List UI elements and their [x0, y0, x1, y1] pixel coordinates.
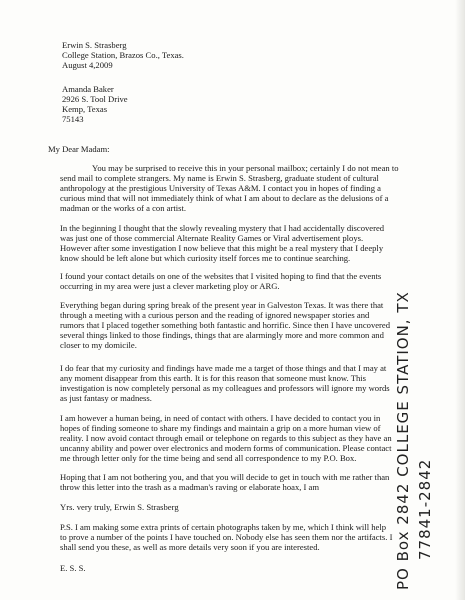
- handwritten-line: PO Box 2842 COLLEGE STATION, TX: [394, 291, 412, 590]
- body-line: me through letter only for the time being and send all correspondence to my P.O. Box.: [60, 453, 357, 463]
- recipient-zip: 75143: [62, 114, 84, 124]
- recipient-street: 2926 S. Tool Drive: [62, 94, 128, 104]
- body-line: several things linked to those findings, things that are alarmingly more and more common and: [60, 330, 384, 340]
- body-line: uncanny ability and power over electronics and modern forms of communication. Please contact: [60, 443, 392, 453]
- postscript-line: P.S. I am making some extra prints of certain photographs taken by me, which I think will help: [60, 522, 387, 532]
- handwritten-address-note: [392, 291, 452, 590]
- body-line: closer to my domicile.: [60, 340, 137, 350]
- sender-location: College Station, Brazos Co., Texas.: [62, 50, 184, 60]
- body-line: I am however a human being, in need of contact with others. I have decided to contact you in: [60, 413, 381, 423]
- postscript-line: shall send you these, as well as more details very soon if you are interested.: [60, 542, 320, 552]
- recipient-city: Kemp, Texas: [62, 104, 108, 114]
- body-line: reality. I now avoid contact through email or telephone on regards to this subject as they have an: [60, 433, 392, 443]
- recipient-name: Amanda Baker: [62, 84, 114, 94]
- body-line: anthropology at the prestigious University of Texas A&M. I contact you in hopes of finding a: [60, 183, 381, 193]
- body-line: know should be left alone but which curiosity itself forces me to continue searching.: [60, 253, 351, 263]
- body-line: Hoping that I am not bothering you, and that you will decide to get in touch with me rather than: [60, 472, 390, 482]
- body-line: In the beginning I thought that the slowly revealing mystery that I had accidentally discovered: [60, 223, 385, 233]
- page-edge-shadow: [455, 0, 465, 600]
- salutation: My Dear Madam:: [48, 144, 110, 154]
- body-line: through a meeting with a curious person and the reading of ignored newspaper stories and: [60, 310, 370, 320]
- body-line: I found your contact details on one of the websites that I visited hoping to find that the events: [60, 271, 382, 281]
- body-line: madman or the works of a con artist.: [60, 203, 187, 213]
- sender-name: Erwin S. Strasberg: [62, 40, 127, 50]
- body-line: send mail to complete strangers. My name is Erwin S. Strasberg, graduate student of cultural: [60, 173, 379, 183]
- body-line: any moment disappear from this earth. It is for this reason that someone must know. This: [60, 373, 366, 383]
- body-line: throw this letter into the trash as a madman's raving or elaborate hoax, I am: [60, 482, 320, 492]
- body-line: rumors that I placed together something both fantastic and horrific. Since then I have uncovered: [60, 320, 391, 330]
- body-line: investigation is now completely personal as my colleagues and professors will ignore my words: [60, 383, 390, 393]
- body-line: as just fantasy or madness.: [60, 393, 152, 403]
- body-line: occurring in my area were just a clever marketing ploy or ARG.: [60, 281, 280, 291]
- closing-signature: Yrs. very truly, Erwin S. Strasberg: [60, 502, 179, 512]
- body-line: Everything began during spring break of the present year in Galveston Texas. It was there that: [60, 300, 384, 310]
- body-line: I do fear that my curiosity and findings have made me a target of those things and that I may at: [60, 363, 387, 373]
- initials: E. S. S.: [60, 563, 86, 573]
- handwritten-line: 77841-2842: [416, 458, 434, 560]
- postscript-line: to prove a number of the points I have touched on. Nobody else has seen them nor the artifacts. I: [60, 532, 393, 542]
- body-line: However after some investigation I now believe that this might be a real mystery that I deeply: [60, 243, 384, 253]
- letter-date: August 4,2009: [62, 60, 113, 70]
- body-line: was just one of those commercial Alternate Reality Games or Viral advertisement ploys.: [60, 233, 364, 243]
- body-line: curious mind that will not immediately think of what I am about to declare as the delusions of a: [60, 193, 389, 203]
- body-line: You may be surprised to receive this in your personal mailbox; certainly I do not mean to: [92, 163, 399, 173]
- body-line: hopes of finding someone to share my findings and maintain a grip on a more human view of: [60, 423, 381, 433]
